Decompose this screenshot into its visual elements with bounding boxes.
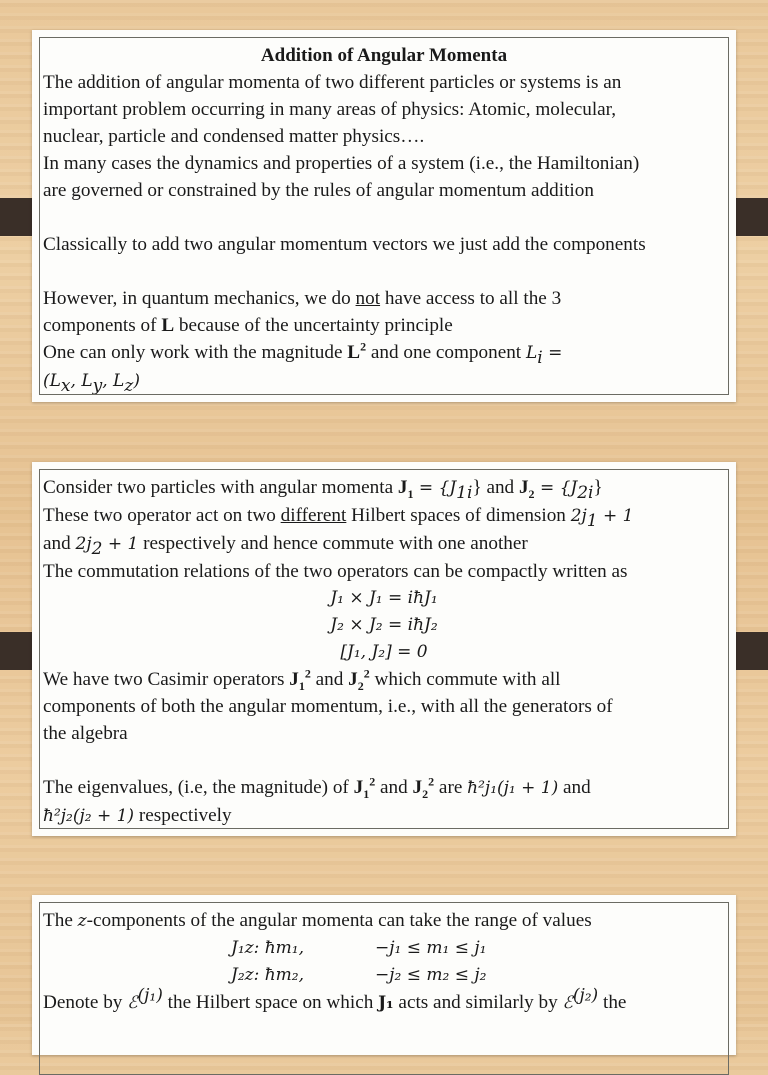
paragraph-line: nuclear, particle and condensed matter physics….: [43, 126, 425, 147]
paragraph-line: are governed or constrained by the rules of angular momentum addition: [43, 180, 594, 201]
paragraph-line: We have two Casimir operators $J_1^2$ and $J_2^2$ which commute with all: [43, 666, 561, 693]
slide-2: [32, 462, 736, 836]
paragraph-line: The z-components of the angular momenta can take the range of values: [43, 910, 592, 931]
paragraph-line: The commutation relations of the two operators can be compactly written as: [43, 561, 628, 582]
slide-1-frame: [39, 37, 729, 395]
paragraph-line: and $2j_2 + 1$ respectively and hence commute with one another: [43, 533, 528, 559]
equation: J₂ × J₂ = iħJ₂: [330, 615, 438, 635]
paragraph-line: ħ²j₂(j₂ + 1) respectively: [43, 805, 232, 826]
equation: [J₁, J₂] = 0: [340, 642, 428, 662]
slide-1: [32, 30, 736, 402]
paragraph-line: Classically to add two angular momentum vectors we just add the components: [43, 234, 646, 255]
paragraph-line: In many cases the dynamics and properties of a system (i.e., the Hamiltonian): [43, 153, 640, 174]
paragraph-line: However, in quantum mechanics, we do not have access to all the 3: [43, 288, 562, 309]
slide-title: Addition of Angular Momenta: [260, 45, 508, 66]
paragraph-line: important problem occurring in many areas of physics: Atomic, molecular,: [43, 99, 617, 120]
paragraph-line: components of L because of the uncertainty principle: [43, 315, 453, 336]
slide-2-frame: [39, 469, 729, 829]
paragraph-line: components of both the angular momentum, i.e., with all the generators of: [43, 696, 613, 717]
paragraph-line: Denote by ℰ$^{(j_1)}$ the Hilbert space on which J₁ acts and similarly by ℰ$^{(j_2)}$ the: [43, 985, 627, 1013]
paragraph-line: the algebra: [43, 723, 128, 744]
equation: J₁ × J₁ = iħJ₁: [330, 588, 438, 608]
paragraph-line: The addition of angular momenta of two different particles or systems is an: [43, 72, 622, 93]
paragraph-line: Consider two particles with angular momenta $J_1 = \{J_{1i}\}$ and $J_2 = \{J_{2i}\}$: [43, 477, 603, 503]
paragraph-line: The eigenvalues, (i.e, the magnitude) of $J_1^2$ and $J_2^2$ are ħ²j₁(j₁ + 1) and: [43, 774, 591, 801]
equation: J₂z: ħm₂, −j₂ ≤ m₂ ≤ j₂: [231, 965, 487, 985]
equation: J₁z: ħm₁, −j₁ ≤ m₁ ≤ j₁: [231, 938, 487, 958]
slide-3: [32, 895, 736, 1055]
paragraph-line: One can only work with the magnitude $L^2$ and one component $L_i$ =: [43, 339, 563, 368]
paragraph-line: These two operator act on two different Hilbert spaces of dimension $2j_1 + 1$: [43, 505, 634, 531]
math-line: ($L_x$, $L_y$, $L_z$): [43, 371, 140, 395]
slide-3-frame: [39, 902, 729, 1075]
